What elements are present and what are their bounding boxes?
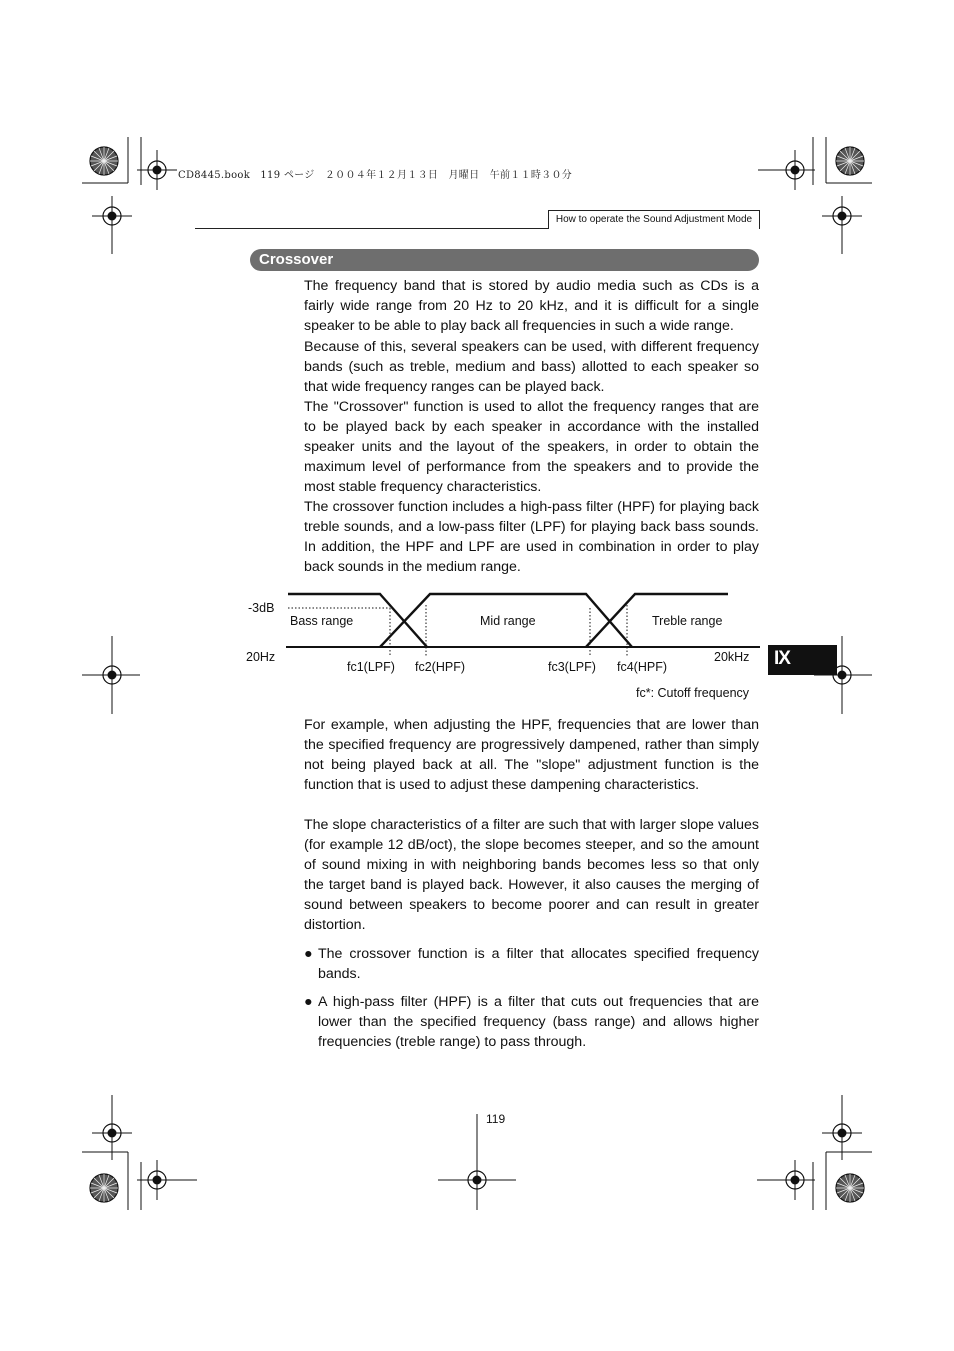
paragraph-5: For example, when adjusting the HPF, frequencies that are lower than the specified frequency are progressively dampened, rather than simply not being played back at all. The "slope" adjustment function is the function that is used to adjust these dampening characteristics. <box>304 717 759 794</box>
page-number: 119 <box>486 1112 506 1126</box>
cutoff-footnote: fc*: Cutoff frequency <box>636 686 750 700</box>
registration-mark-bottom-left <box>82 1095 197 1210</box>
cutoff-label-fc1: fc1(LPF) <box>347 660 395 674</box>
bullet-dot-icon: ● <box>304 946 313 962</box>
axis-start-label: 20Hz <box>246 650 276 664</box>
registration-mark-bottom-center <box>438 1114 516 1210</box>
header-title: How to operate the Sound Adjustment Mode <box>548 210 760 229</box>
section-title: Crossover <box>259 251 334 268</box>
registration-mark-bottom-right <box>757 1095 872 1210</box>
paragraph-6: The slope characteristics of a filter are such that with larger slope values (for example 12 dB/oct), the slope becomes steeper, and so the amount of sound mixing in with neighboring bands becomes less so that only the target band is played back. However, it also causes the merging of sound between speakers to become poorer and can result in greater distortion. <box>304 817 759 934</box>
paragraph-4: The crossover function includes a high-pass filter (HPF) for playing back treble sounds, and a low-pass filter (LPF) for playing back bass sounds. In addition, the HPF and LPF are used in combination in order to play back sounds in the medium range. <box>304 499 759 576</box>
registration-mark-top-right <box>758 137 872 254</box>
band-label-mid: Mid range <box>480 614 536 628</box>
cutoff-label-fc2: fc2(HPF) <box>415 660 465 674</box>
bullet-text: The crossover function is a filter that allocates specified frequency bands. <box>318 946 759 983</box>
bullet-item-1 <box>304 944 759 984</box>
bullet-text: A high-pass filter (HPF) is a filter that cuts out frequencies that are lower than the specified frequency (bass range) and allows higher frequencies (treble range) to pass through. <box>318 994 759 1051</box>
bullet-item-2 <box>304 992 759 1052</box>
paragraph-1: The frequency band that is stored by audio media such as CDs is a fairly wide range from 20 Hz to 20 kHz, and it is difficult for a single speaker to be able to play back all frequencies in such a wide range. <box>304 278 759 335</box>
registration-mark-top-left <box>82 137 177 254</box>
axis-end-label: 20kHz <box>714 650 750 664</box>
paragraph-2: Because of this, several speakers can be used, with different frequency bands (such as treble, medium and bass) allotted to each speaker so that wide frequency ranges can be played back. <box>304 339 759 396</box>
level-label: -3dB <box>248 601 275 615</box>
bullet-dot-icon: ● <box>304 994 313 1010</box>
chapter-tab-label: IX <box>774 648 790 669</box>
crossover-diagram <box>240 585 760 685</box>
cutoff-label-fc4: fc4(HPF) <box>617 660 667 674</box>
band-label-treble: Treble range <box>652 614 723 628</box>
band-label-bass: Bass range <box>290 614 354 628</box>
cutoff-label-fc3: fc3(LPF) <box>548 660 596 674</box>
paragraph-3: The "Crossover" function is used to allot the frequency ranges that are to be played back by each speaker in accordance with the installed speaker units and the layout of the speakers, in order to obtain the maximum level of performance from the speakers and to provide the most stable frequency characteristics. <box>304 399 759 496</box>
print-info: CD8445.book 119 ページ ２００４年１２月１３日 月曜日 午前１１時３０分 <box>178 170 573 181</box>
